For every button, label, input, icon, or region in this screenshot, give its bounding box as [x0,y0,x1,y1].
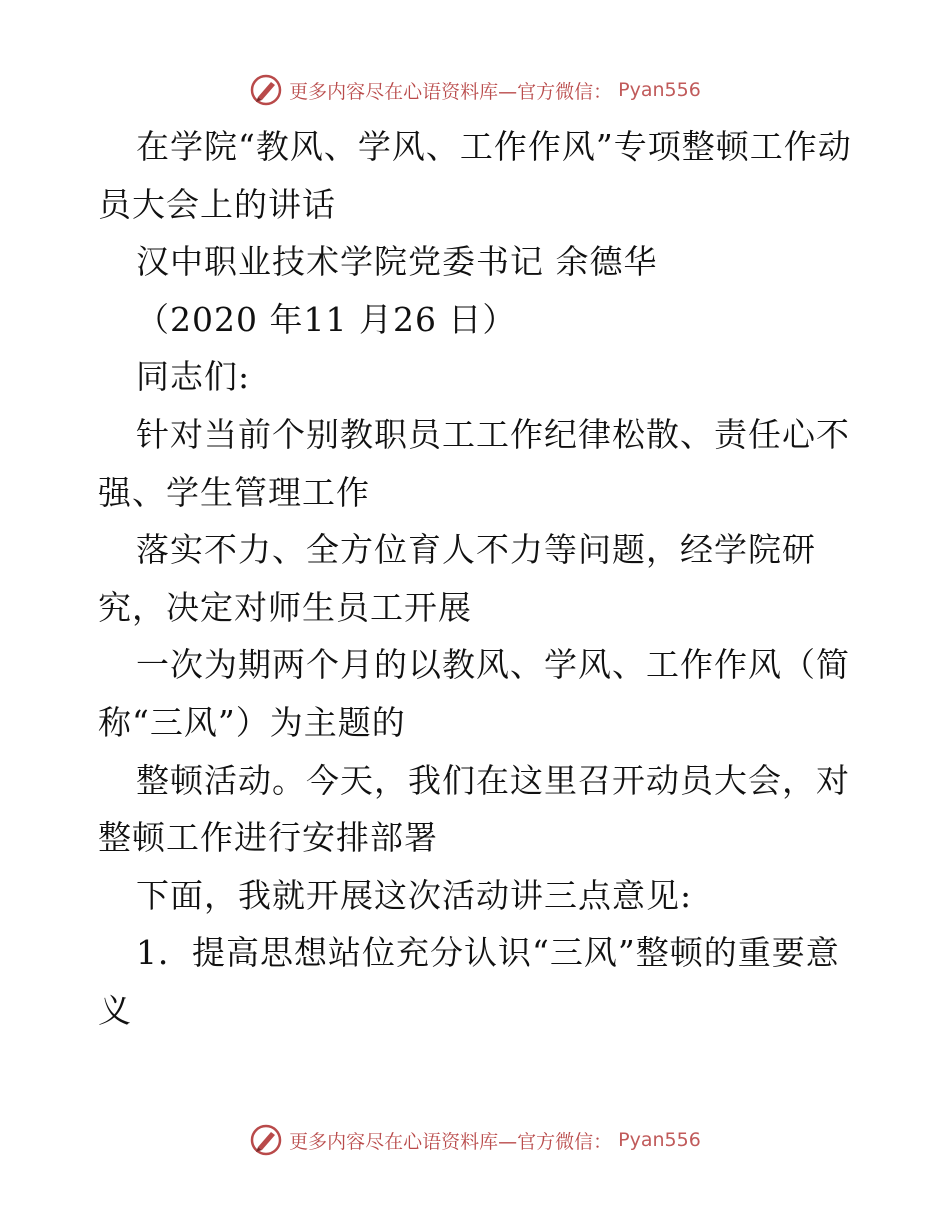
watermark-wechat-id: Pyan556 [618,79,701,101]
paragraph: 整顿活动。今天，我们在这里召开动员大会，对整顿工作进行安排部署 [98,760,850,858]
paragraph: 一次为期两个月的以教风、学风、工作作风（简称“三风”）为主题的 [98,645,850,742]
pen-logo-icon [249,73,283,107]
section-heading: 1．提高思想站位充分认识“三风”整顿的重要意义 [98,933,840,1030]
watermark-text: 更多内容尽在心语资料库—官方微信： [289,80,613,103]
paragraph: 下面，我就开展这次活动讲三点意见: [136,875,693,915]
watermark-wechat-id: Pyan556 [618,1129,701,1151]
paragraph: 落实不力、全方位育人不力等问题，经学院研究，决定对师生员工开展 [98,530,816,627]
document-body [98,118,858,1040]
document-title: 在学院“教风、学风、工作作风”专项整顿工作动员大会上的讲话 [98,127,852,224]
watermark-text: 更多内容尽在心语资料库—官方微信： [289,1130,613,1153]
document-salutation: 同志们: [136,357,251,397]
pen-logo-icon [249,1123,283,1157]
header-watermark [0,70,950,110]
document-speaker: 汉中职业技术学院党委书记 余德华 [136,242,658,282]
footer-watermark [0,1120,950,1160]
paragraph: 针对当前个别教职员工工作纪律松散、责任心不强、学生管理工作 [98,414,850,512]
document-date: （2020 年11 月26 日） [136,299,517,339]
